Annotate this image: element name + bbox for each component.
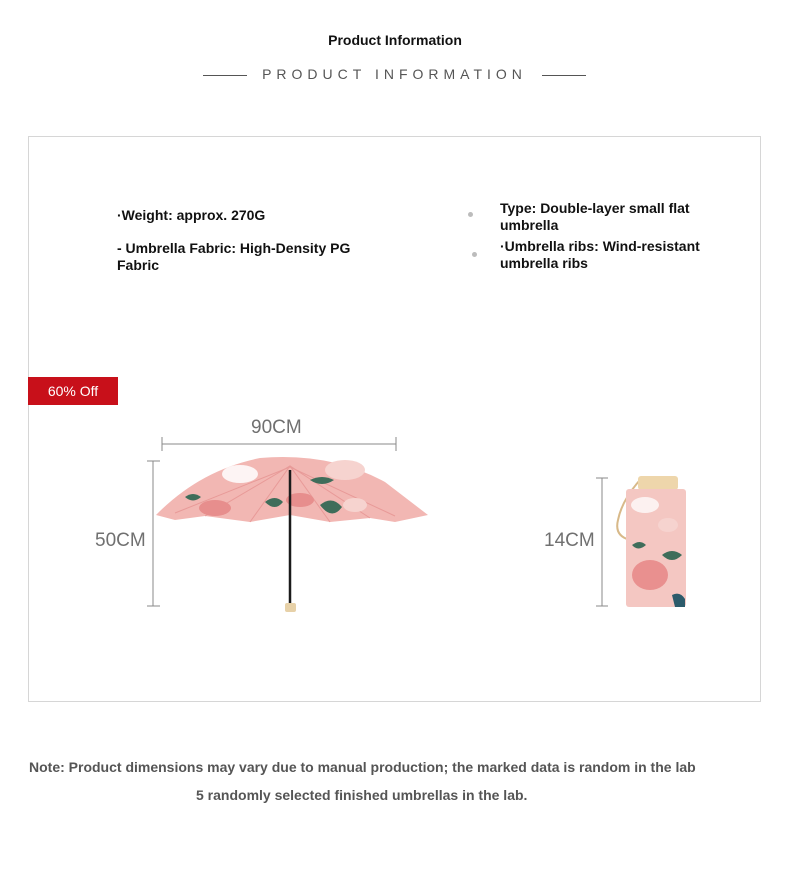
width-label: 90CM <box>251 417 302 438</box>
subtitle-text: PRODUCT INFORMATION <box>262 66 527 82</box>
note-text-line-2: 5 randomly selected finished umbrellas in the lab. <box>196 787 528 803</box>
spec-ribs: ·Umbrella ribs: Wind-resistant umbrella ribs <box>500 238 700 271</box>
discount-badge: 60% Off <box>28 377 118 405</box>
folded-length-label: 14CM <box>544 530 595 551</box>
page-title: Product Information <box>328 32 462 48</box>
spec-weight: ·Weight: approx. 270G <box>117 207 266 223</box>
spec-type: Type: Double-layer small flat umbrella <box>500 200 690 233</box>
open-height-label: 50CM <box>95 530 146 551</box>
folded-umbrella <box>617 476 686 607</box>
note-text-line-1: Note: Product dimensions may vary due to manual production; the marked data is random in the lab <box>29 759 696 775</box>
folded-length-dimension-line <box>596 478 608 606</box>
open-umbrella <box>156 457 428 612</box>
height-dimension-line <box>147 461 160 606</box>
spec-fabric: - Umbrella Fabric: High-Density PG Fabric <box>117 240 351 273</box>
width-dimension-line <box>162 437 396 451</box>
